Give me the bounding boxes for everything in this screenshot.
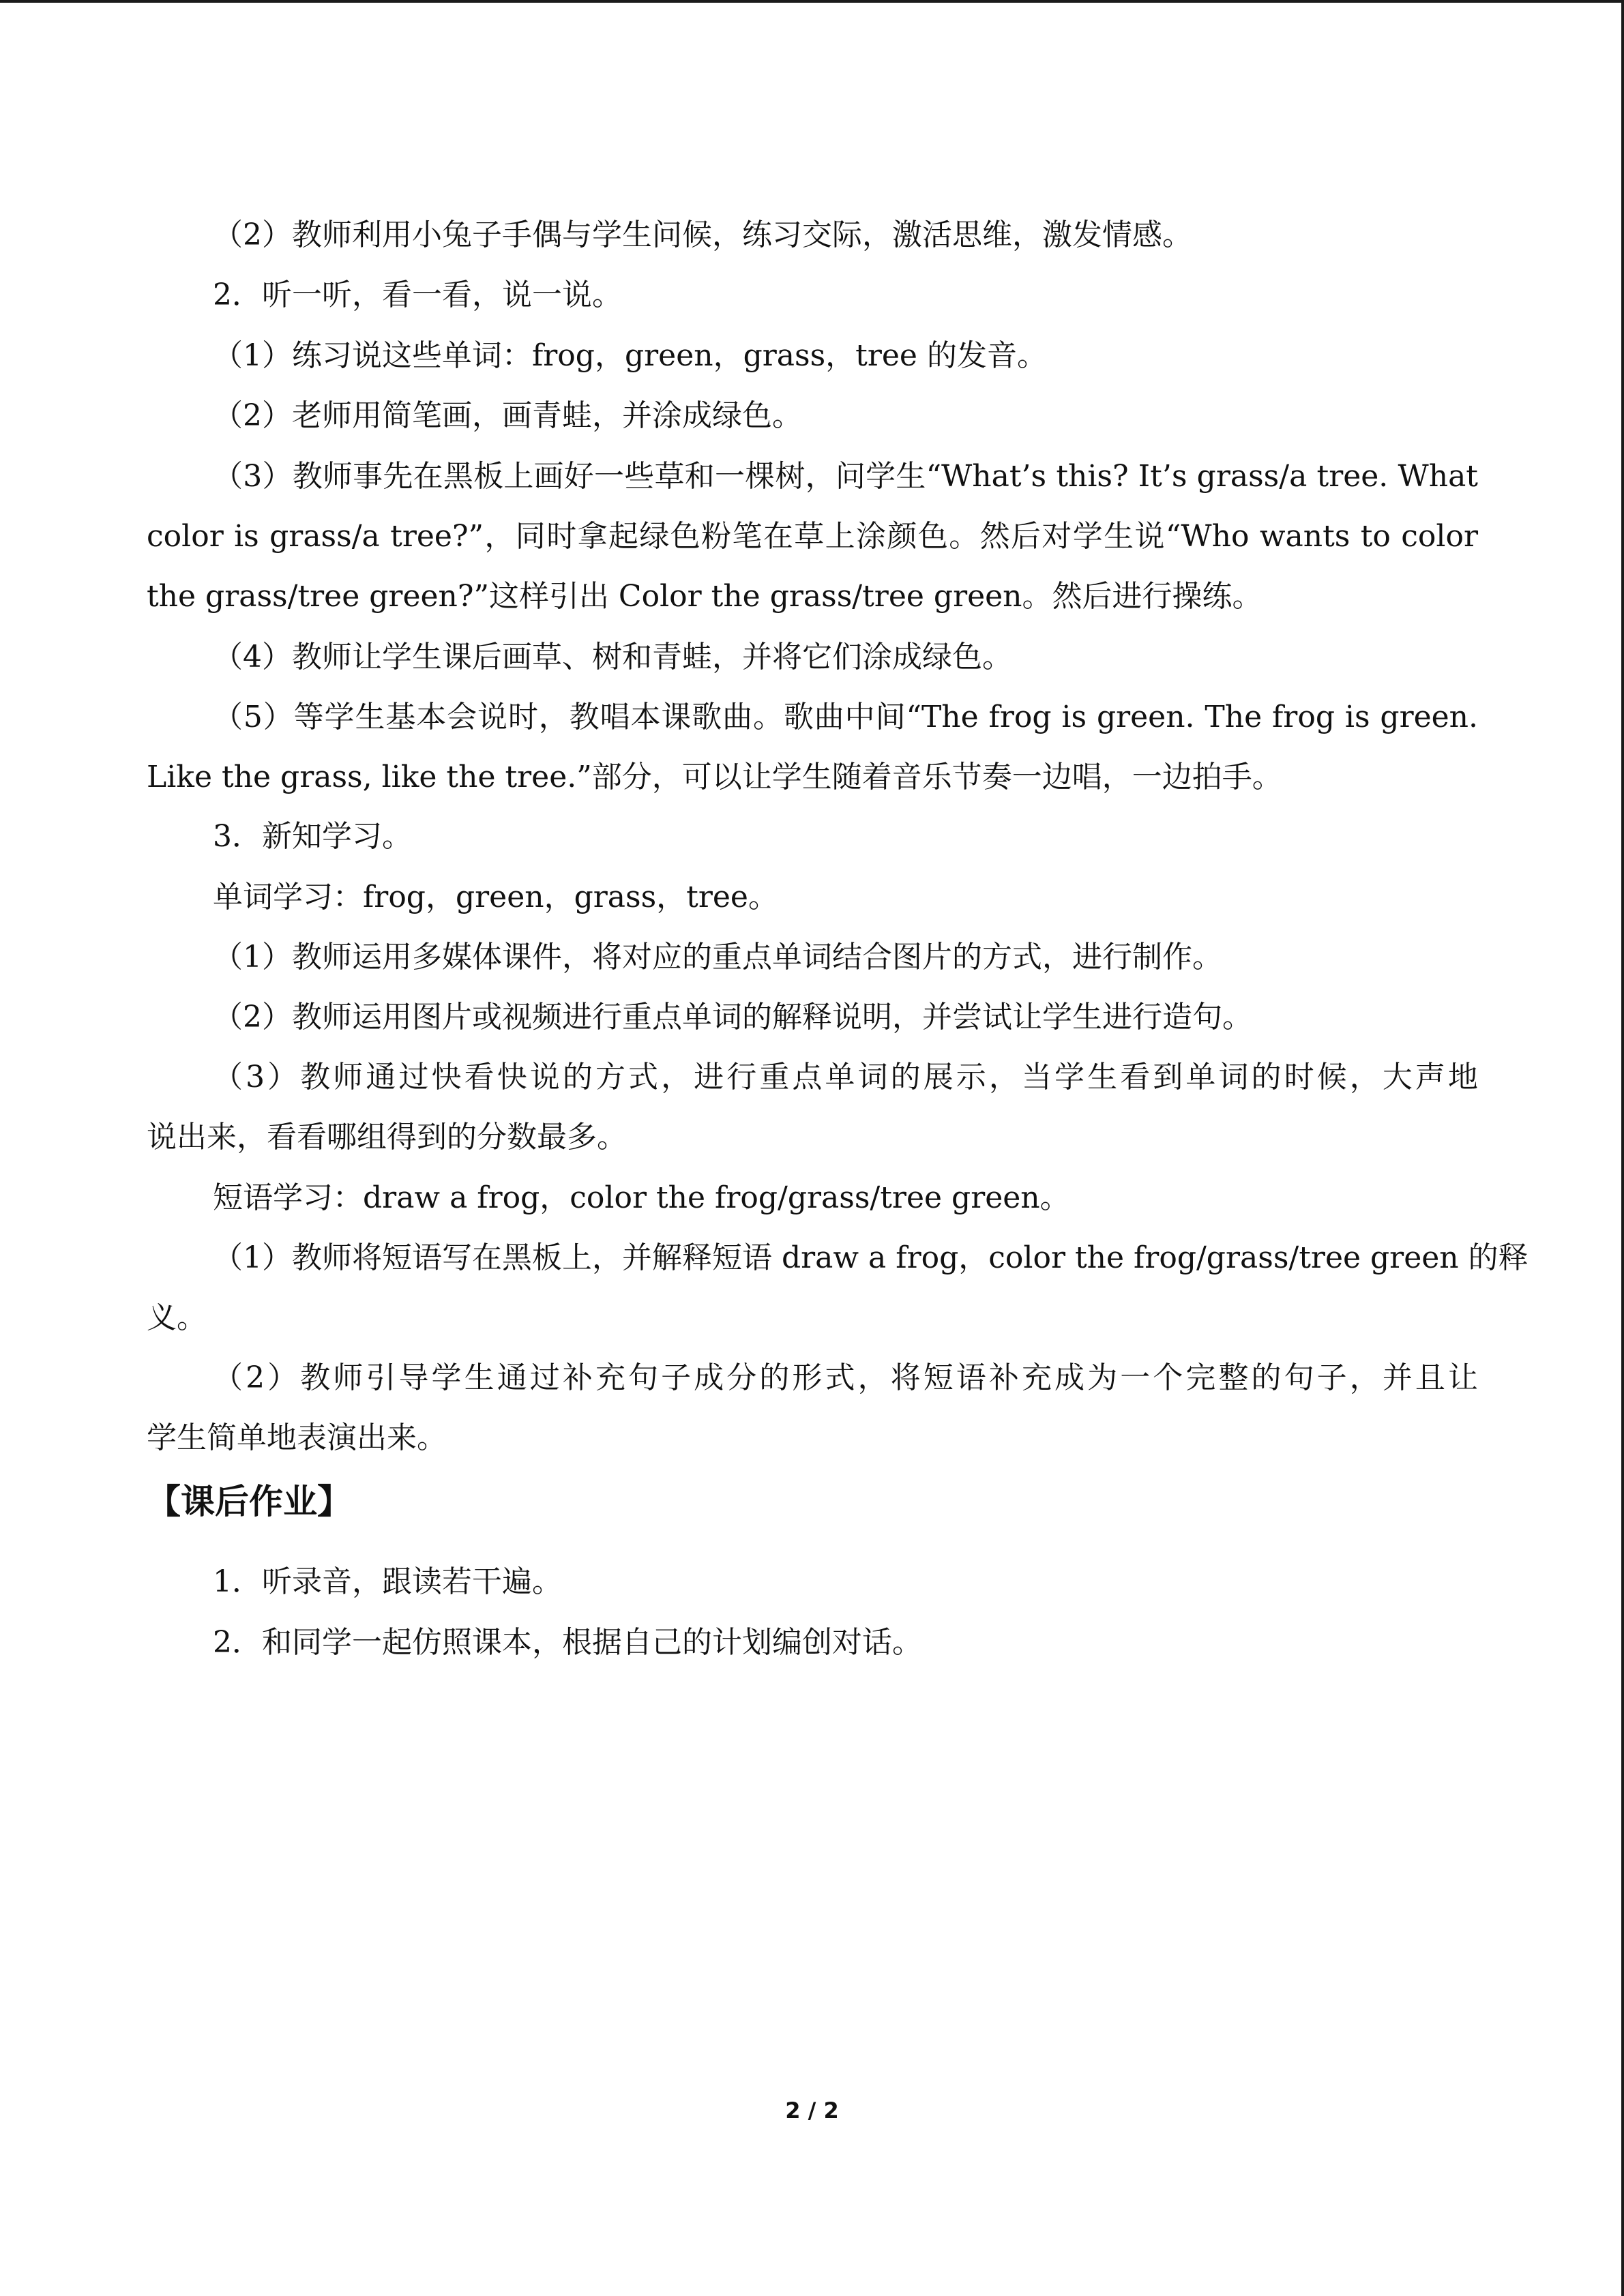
paragraph-line: the grass/tree green?”这样引出 Color the grass/tree green。然后进行操练。 xyxy=(147,579,1263,614)
paragraph-line: （1）教师将短语写在黑板上，并解释短语 draw a frog，color the frog/grass/tree green 的释 xyxy=(213,1240,1529,1275)
paragraph-line: （1）练习说这些单词：frog，green，grass，tree 的发音。 xyxy=(213,338,1047,373)
paragraph-line: Like the grass, like the tree.”部分，可以让学生随着音乐节奏一边唱，一边拍手。 xyxy=(147,760,1282,794)
paragraph-line: （1）教师运用多媒体课件，将对应的重点单词结合图片的方式，进行制作。 xyxy=(213,940,1222,974)
paragraph-line: 短语学习：draw a frog，color the frog/grass/tree green。 xyxy=(213,1180,1070,1215)
top-border xyxy=(0,0,1624,3)
paragraph-line: 3．新知学习。 xyxy=(213,819,412,854)
paragraph-line: 单词学习：frog，green，grass，tree。 xyxy=(213,880,778,914)
paragraph-line: 说出来，看看哪组得到的分数最多。 xyxy=(147,1120,627,1154)
paragraph-line: （5）等学生基本会说时，教唱本课歌曲。歌曲中间“The frog is green. The frog is green. xyxy=(213,700,1478,734)
homework-item: 2．和同学一起仿照课本，根据自己的计划编创对话。 xyxy=(213,1625,922,1660)
paragraph-line: （2）教师利用小兔子手偶与学生问候，练习交际，激活思维，激发情感。 xyxy=(213,218,1192,252)
paragraph-line: （4）教师让学生课后画草、树和青蛙，并将它们涂成绿色。 xyxy=(213,640,1012,674)
homework-item: 1．听录音，跟读若干遍。 xyxy=(213,1564,562,1599)
right-border xyxy=(1621,0,1624,2296)
paragraph-line: （2）老师用简笔画，画青蛙，并涂成绿色。 xyxy=(213,398,802,433)
paragraph-line: （2）教师引导学生通过补充句子成分的形式，将短语补充成为一个完整的句子，并且让 xyxy=(213,1360,1478,1395)
paragraph-line: （3）教师事先在黑板上画好一些草和一棵树，问学生“What’s this? It’s grass/a tree. What xyxy=(213,459,1478,494)
paragraph-line: （3）教师通过快看快说的方式，进行重点单词的展示，当学生看到单词的时候，大声地 xyxy=(213,1060,1478,1094)
paragraph-line: 义。 xyxy=(147,1300,207,1335)
paragraph-line: 2．听一听，看一看，说一说。 xyxy=(213,278,622,312)
paragraph-line: color is grass/a tree?”，同时拿起绿色粉笔在草上涂颜色。然后对学生说“Who wants to color xyxy=(147,519,1478,554)
homework-heading: 【课后作业】 xyxy=(147,1482,351,1521)
paragraph-line: （2）教师运用图片或视频进行重点单词的解释说明，并尝试让学生进行造句。 xyxy=(213,1000,1252,1034)
paragraph-line: 学生简单地表演出来。 xyxy=(147,1420,447,1455)
page-number: 2 / 2 xyxy=(785,2098,839,2123)
